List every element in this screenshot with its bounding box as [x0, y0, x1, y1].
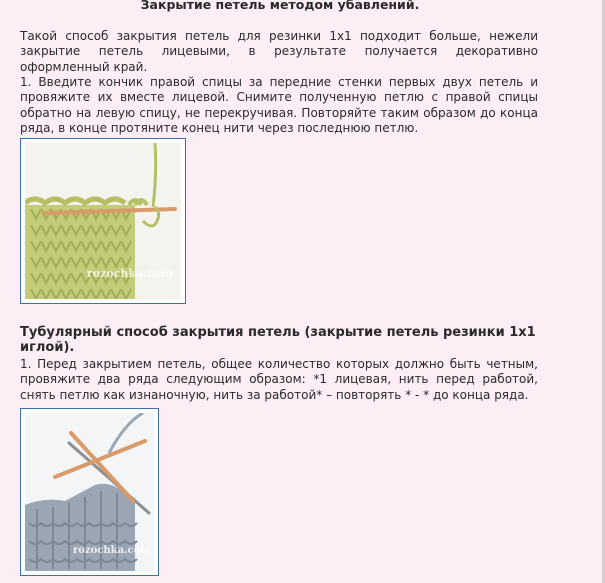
knitting-green-illustration	[25, 143, 181, 299]
section1-intro: Такой способ закрытия петель для резинки 1x1 подходит больше, нежели закрытие петель лицевыми, в результате получается декоративно оформленный край.	[20, 29, 538, 74]
tubular-bind-off-photo[interactable]	[20, 408, 159, 576]
watermark: rozochka.com	[87, 267, 173, 280]
section1-title: Закрытие петель методом убавлений.	[140, 0, 420, 12]
knitting-grey-illustration	[25, 413, 154, 571]
bind-off-decrease-photo[interactable]	[20, 138, 186, 304]
green-fabric	[25, 205, 135, 299]
watermark: rozochka.com	[73, 545, 151, 556]
section2-step1: 1. Перед закрытием петель, общее количество которых должно быть четным, провяжите два ряда следующим образом: *1 лицевая, нить перед работой, снять петлю как изнаночную, нить за работой* – повторять * - * до конца ряда.	[20, 357, 538, 402]
section1-step1: 1. Введите кончик правой спицы за передние стенки первых двух петель и провяжите их вместе лицевой. Снимите полученную петлю с правой спицы обратно на левую спицу, не перекручивая. Повторяйте таким образом до конца ряда, в конце протяните конец нити через последнюю петлю.	[20, 75, 538, 135]
section2-title: Тубулярный способ закрытия петель (закрытие петель резинки 1x1 иглой).	[20, 325, 536, 355]
